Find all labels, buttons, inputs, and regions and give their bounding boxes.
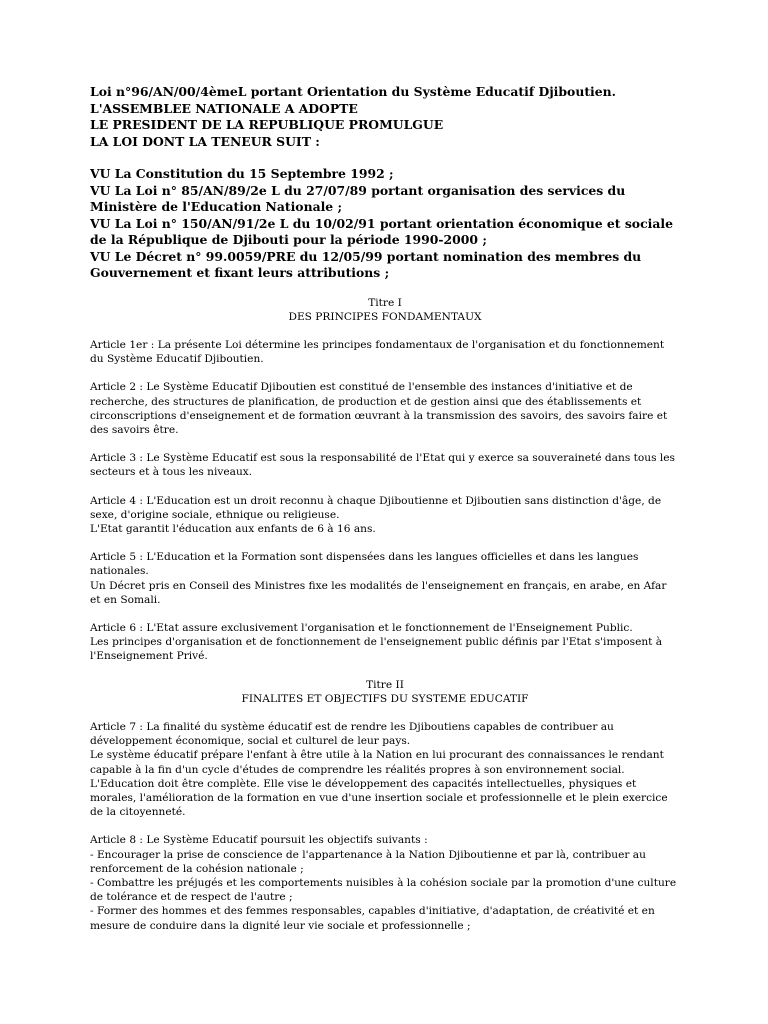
titre-1-section bbox=[90, 296, 680, 664]
article-7-paragraph: Le système éducatif prépare l'enfant à être utile à la Nation en lui procurant des connaissances le rendant capable à la fin d'un cycle d'études de comprendre les réalités propres à son environnement social. bbox=[90, 749, 664, 776]
article-8-objective: - Former des hommes et des femmes responsables, capables d'initiative, d'adaptation, de créativité et en mesure de conduire dans la dignité leur vie sociale et professionnelle ; bbox=[90, 905, 655, 932]
article-5: Article 5 : L'Education et la Formation sont dispensées dans les langues officielles et dans les langues nationales. bbox=[90, 551, 639, 578]
article-7-paragraph: L'Education doit être complète. Elle vise le développement des capacités intellectuelles, physiques et morales, l'amélioration de la formation en vue d'une insertion sociale et professionnelle et le plein exercice de la citoyenneté. bbox=[90, 777, 668, 819]
law-title: Loi n°96/AN/00/4èmeL portant Orientation du Système Educatif Djiboutien. bbox=[90, 84, 616, 99]
teneur-line: LA LOI DONT LA TENEUR SUIT : bbox=[90, 133, 320, 149]
visa-line: VU Le Décret n° 99.0059/PRE du 12/05/99 portant nomination des membres du Gouvernement et fixant leurs attributions ; bbox=[90, 248, 642, 280]
article-2: Article 2 : Le Système Educatif Djiboutien est constitué de l'ensemble des instances d'initiative et de recherche, des structures de planification, de production et de gestion ainsi que des établissements et circonscriptions d'enseignement et de formation œuvrant à la transmission des savoirs, des savoirs faire et des savoirs être. bbox=[90, 381, 668, 436]
article-3: Article 3 : Le Système Educatif est sous la responsabilité de l'Etat qui y exerce sa souveraineté dans tous les secteurs et à tous les niveaux. bbox=[90, 452, 675, 479]
visa-line: VU La Loi n° 150/AN/91/2e L du 10/02/91 portant orientation économique et sociale de la République de Djibouti pour la période 1990-2000 ; bbox=[90, 215, 673, 247]
promulgation-line: LE PRESIDENT DE LA REPUBLIQUE PROMULGUE bbox=[90, 117, 444, 132]
visa-line: VU La Constitution du 15 Septembre 1992 ; bbox=[90, 166, 394, 181]
article-6: Article 6 : L'Etat assure exclusivement l'organisation et le fonctionnement de l'Enseignement Public. bbox=[90, 621, 633, 634]
article-1: Article 1er : La présente Loi détermine les principes fondamentaux de l'organisation et du fonctionnement du Système Educatif Djiboutien. bbox=[90, 338, 665, 366]
article-7: Article 7 : La finalité du système éducatif est de rendre les Djiboutiens capables de contribuer au développement économique, social et culturel de leur pays. bbox=[90, 720, 614, 748]
titre-2-number: Titre II bbox=[366, 678, 404, 691]
adoption-line: L'ASSEMBLEE NATIONALE A ADOPTE bbox=[90, 100, 358, 116]
article-8-objective: - Encourager la prise de conscience de l'appartenance à la Nation Djiboutienne et par là, contribuer au renforcement de la cohésion nationale ; bbox=[90, 848, 646, 875]
titre-1-number: Titre I bbox=[368, 296, 402, 309]
article-8: Article 8 : Le Système Educatif poursuit les objectifs suivants : bbox=[90, 834, 428, 847]
law-text bbox=[90, 84, 680, 933]
article-6-continuation: Les principes d'organisation et de fonctionnement de l'enseignement public définis par l'Etat s'imposent à l'Enseignement Privé. bbox=[90, 636, 663, 663]
article-4-continuation: L'Etat garantit l'éducation aux enfants de 6 à 16 ans. bbox=[90, 522, 376, 535]
article-5-continuation: Un Décret pris en Conseil des Ministres fixe les modalités de l'enseignement en français, en arabe, en Afar et en Somali. bbox=[90, 579, 667, 606]
article-4: Article 4 : L'Education est un droit reconnu à chaque Djiboutienne et Djiboutien sans distinction d'âge, de sexe, d'origine sociale, ethnique ou religieuse. bbox=[90, 494, 662, 521]
article-8-objective: - Combattre les préjugés et les comportements nuisibles à la cohésion sociale par la promotion d'une culture de tolérance et de respect de l'autre ; bbox=[90, 877, 677, 904]
visas-block bbox=[90, 166, 680, 282]
titre-2-section bbox=[90, 678, 680, 933]
law-header bbox=[90, 84, 680, 150]
titre-2-heading: FINALITES ET OBJECTIFS DU SYSTEME EDUCATIF bbox=[241, 692, 529, 705]
visa-line: VU La Loi n° 85/AN/89/2e L du 27/07/89 portant organisation des services du Ministère de l'Education Nationale ; bbox=[90, 182, 626, 214]
titre-1-heading: DES PRINCIPES FONDAMENTAUX bbox=[288, 310, 482, 323]
